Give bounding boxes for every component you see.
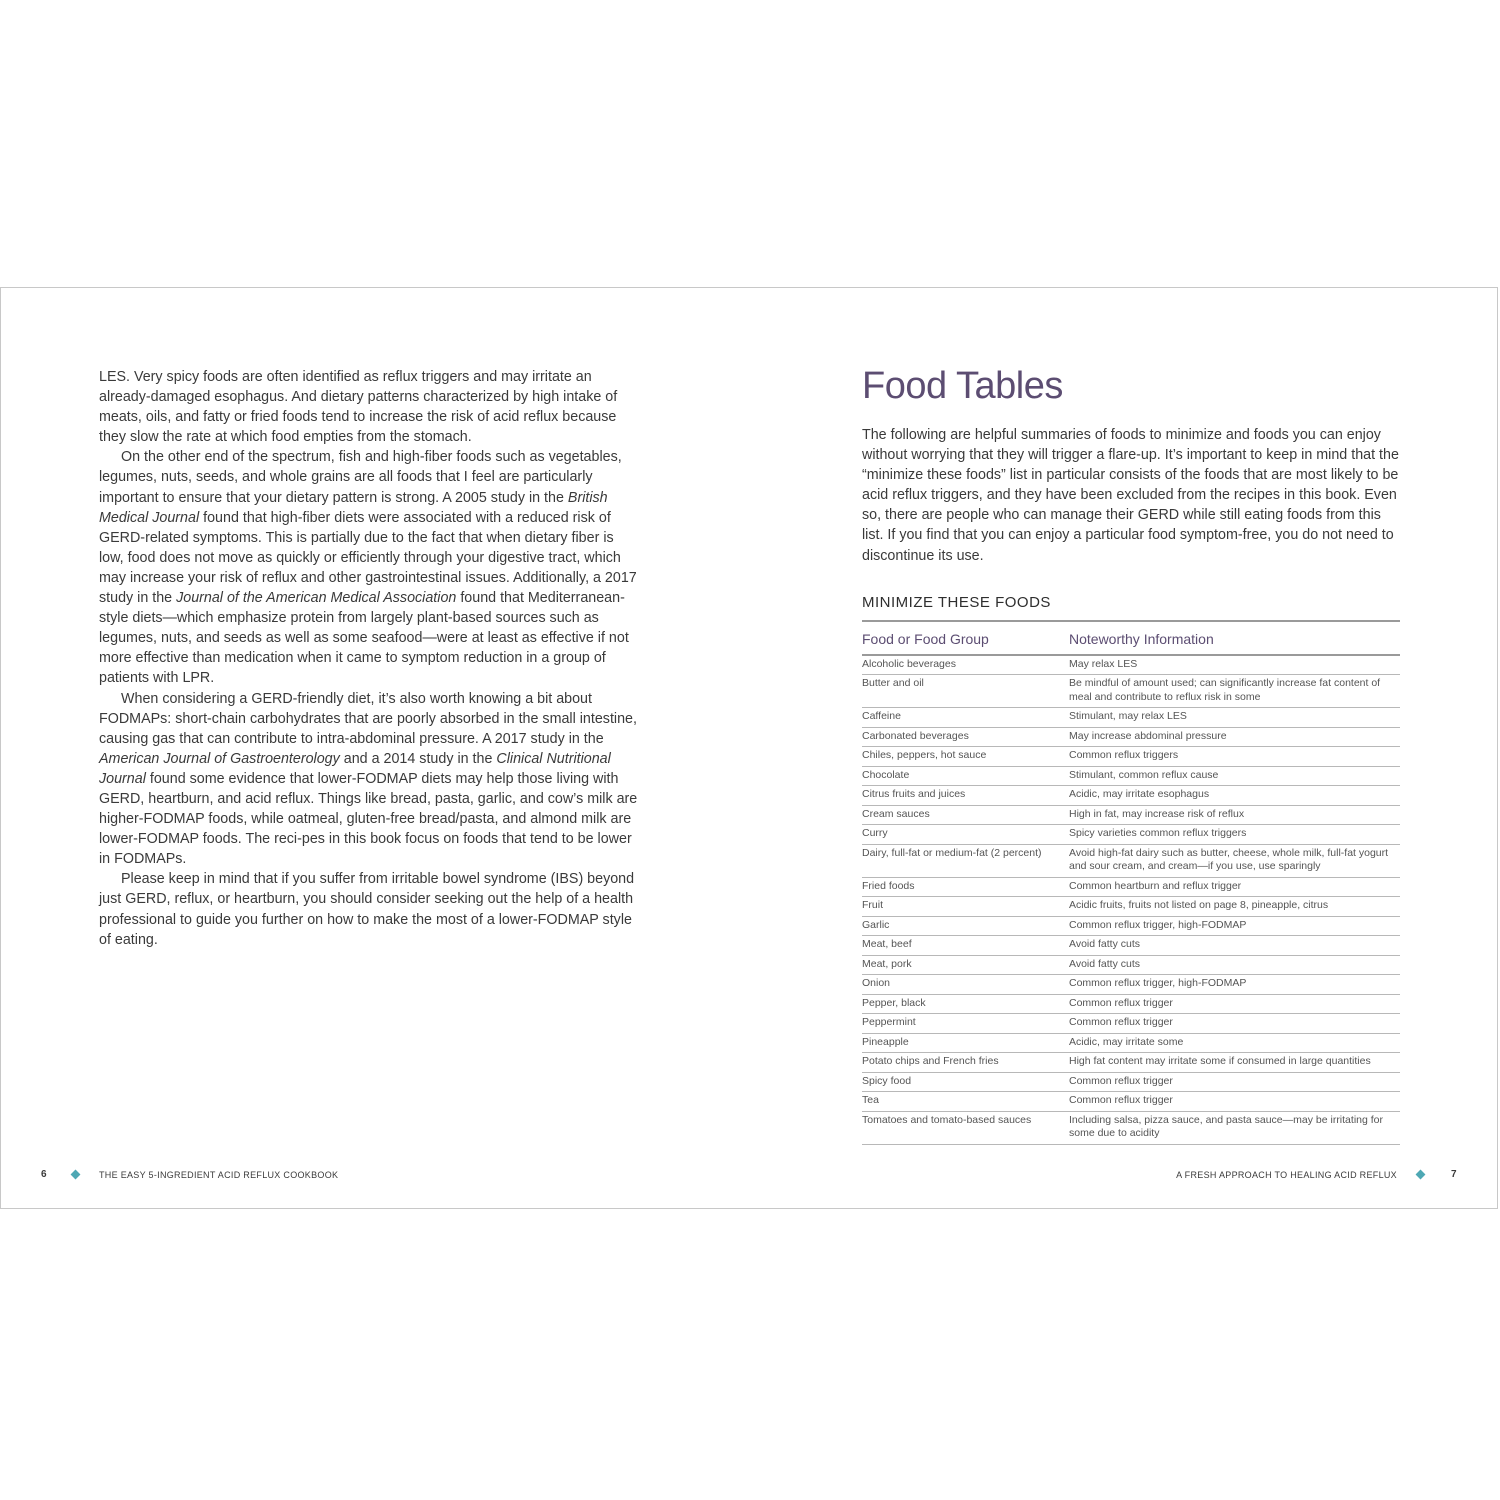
text-run: and a 2014 study in the xyxy=(339,750,497,767)
text-run: found that Mediterranean-style diets—which emphasize protein from largely plant-based sources such as legumes, nuts, and seeds as well as some seafood—were at least as effective if not more effective than medication when it came to symptom reduction in a group of patients with LPR. xyxy=(99,590,629,687)
table-row xyxy=(862,1111,1400,1144)
page-number-left: 6 xyxy=(41,1169,47,1180)
table-row xyxy=(862,708,1400,728)
food-cell: Fried foods xyxy=(862,877,1069,897)
food-cell: Onion xyxy=(862,975,1069,995)
left-page-body xyxy=(99,367,639,950)
table-row xyxy=(862,786,1400,806)
italic-citation: Clinical Nutritional Journal xyxy=(99,750,611,787)
food-cell: Spicy food xyxy=(862,1072,1069,1092)
body-paragraph xyxy=(99,447,639,688)
info-cell: Acidic, may irritate some xyxy=(1069,1033,1400,1053)
italic-citation: British Medical Journal xyxy=(99,489,608,526)
info-cell: High fat content may irritate some if consumed in large quantities xyxy=(1069,1053,1400,1073)
food-cell: Meat, beef xyxy=(862,936,1069,956)
food-cell: Chiles, peppers, hot sauce xyxy=(862,747,1069,767)
running-title-right: A FRESH APPROACH TO HEALING ACID REFLUX xyxy=(1176,1170,1397,1180)
page-title: Food Tables xyxy=(862,365,1063,407)
text-run: On the other end of the spectrum, fish and high-fiber foods such as vegetables, legumes, nuts, seeds, and whole grains are all foods that I feel are particularly important to ensure that your dietary pattern is strong. A 2005 study in the xyxy=(99,449,622,506)
table-row xyxy=(862,975,1400,995)
body-paragraph xyxy=(99,689,639,870)
food-cell: Garlic xyxy=(862,916,1069,936)
text-run: Please keep in mind that if you suffer from irritable bowel syndrome (IBS) beyond just GERD, reflux, or heartburn, you should consider seeking out the help of a health professional to guide you further on how to make the most of a lower-FODMAP style of eating. xyxy=(99,871,635,948)
food-cell: Tea xyxy=(862,1092,1069,1112)
table-row xyxy=(862,1092,1400,1112)
page-number-right: 7 xyxy=(1451,1169,1457,1180)
food-cell: Alcoholic beverages xyxy=(862,655,1069,675)
table-row xyxy=(862,727,1400,747)
info-cell: Including salsa, pizza sauce, and pasta sauce—may be irritating for some due to acidity xyxy=(1069,1111,1400,1144)
food-cell: Carbonated beverages xyxy=(862,727,1069,747)
table-row xyxy=(862,897,1400,917)
table-body xyxy=(862,655,1400,1145)
table-row xyxy=(862,655,1400,675)
table-row xyxy=(862,877,1400,897)
food-cell: Curry xyxy=(862,825,1069,845)
food-cell: Dairy, full-fat or medium-fat (2 percent) xyxy=(862,844,1069,877)
food-cell: Peppermint xyxy=(862,1014,1069,1034)
food-cell: Tomatoes and tomato-based sauces xyxy=(862,1111,1069,1144)
minimize-foods-table xyxy=(862,620,1400,1145)
info-cell: Avoid fatty cuts xyxy=(1069,936,1400,956)
food-cell: Caffeine xyxy=(862,708,1069,728)
info-cell: Avoid high-fat dairy such as butter, cheese, whole milk, full-fat yogurt and sour cream, and cream—if you use, use sparingly xyxy=(1069,844,1400,877)
column-header-info: Noteworthy Information xyxy=(1069,621,1400,655)
table-row xyxy=(862,955,1400,975)
info-cell: Common reflux trigger xyxy=(1069,994,1400,1014)
table-row xyxy=(862,675,1400,708)
info-cell: Spicy varieties common reflux triggers xyxy=(1069,825,1400,845)
intro-paragraph: The following are helpful summaries of foods to minimize and foods you can enjoy without worrying that they will trigger a flare-up. It’s important to keep in mind that the “minimize these foods” list in particular consists of the foods that are most likely to be acid reflux triggers, and they have been excluded from the recipes in this book. Even so, there are people who can manage their GERD while still eating foods from this list. If you find that you can enjoy a particular food symptom-free, you do not need to discontinue its use. xyxy=(862,427,1399,564)
info-cell: Stimulant, common reflux cause xyxy=(1069,766,1400,786)
text-run: found that high-fiber diets were associated with a reduced risk of GERD-related symptoms. This is partially due to the fact that when dietary fiber is low, food does not move as quickly or efficiently through your digestive tract, which may increase your risk of reflux and other gastrointestinal issues. Additionally, a 2017 study in the xyxy=(99,509,637,607)
info-cell: May increase abdominal pressure xyxy=(1069,727,1400,747)
info-cell: Common reflux trigger, high-FODMAP xyxy=(1069,916,1400,936)
table-row xyxy=(862,747,1400,767)
text-run: LES. Very spicy foods are often identified as reflux triggers and may irritate an already-damaged esophagus. And dietary patterns characterized by high intake of meats, oils, and fatty or fried foods tend to increase the risk of acid reflux because they slow the rate at which food empties from the stomach. xyxy=(99,369,618,446)
food-cell: Pepper, black xyxy=(862,994,1069,1014)
info-cell: Acidic, may irritate esophagus xyxy=(1069,786,1400,806)
info-cell: High in fat, may increase risk of reflux xyxy=(1069,805,1400,825)
food-cell: Potato chips and French fries xyxy=(862,1053,1069,1073)
table-header-row xyxy=(862,621,1400,655)
info-cell: May relax LES xyxy=(1069,655,1400,675)
table-row xyxy=(862,916,1400,936)
food-cell: Meat, pork xyxy=(862,955,1069,975)
table-row xyxy=(862,844,1400,877)
italic-citation: Journal of the American Medical Association xyxy=(176,590,457,607)
table-row xyxy=(862,1072,1400,1092)
info-cell: Acidic fruits, fruits not listed on page 8, pineapple, citrus xyxy=(1069,897,1400,917)
info-cell: Avoid fatty cuts xyxy=(1069,955,1400,975)
table-row xyxy=(862,766,1400,786)
column-header-food: Food or Food Group xyxy=(862,621,1069,655)
info-cell: Be mindful of amount used; can significantly increase fat content of meal and contribute to reflux risk in some xyxy=(1069,675,1400,708)
text-run: When considering a GERD-friendly diet, it’s also worth knowing a bit about FODMAPs: short-chain carbohydrates that are poorly absorbed in the small intestine, causing gas that can contribute to intra-abdominal pressure. A 2017 study in the xyxy=(99,690,637,747)
table-row xyxy=(862,936,1400,956)
body-paragraph xyxy=(99,869,639,949)
table-row xyxy=(862,1033,1400,1053)
info-cell: Common reflux triggers xyxy=(1069,747,1400,767)
info-cell: Common reflux trigger, high-FODMAP xyxy=(1069,975,1400,995)
info-cell: Common reflux trigger xyxy=(1069,1072,1400,1092)
table-heading: MINIMIZE THESE FOODS xyxy=(862,593,1051,611)
italic-citation: American Journal of Gastroenterology xyxy=(99,750,340,767)
info-cell: Common heartburn and reflux trigger xyxy=(1069,877,1400,897)
food-cell: Citrus fruits and juices xyxy=(862,786,1069,806)
food-cell: Cream sauces xyxy=(862,805,1069,825)
info-cell: Stimulant, may relax LES xyxy=(1069,708,1400,728)
table-row xyxy=(862,805,1400,825)
right-page-body xyxy=(862,362,1402,1145)
body-paragraph xyxy=(99,367,639,447)
food-cell: Butter and oil xyxy=(862,675,1069,708)
table-row xyxy=(862,825,1400,845)
running-title-left: THE EASY 5-INGREDIENT ACID REFLUX COOKBOOK xyxy=(99,1170,339,1180)
info-cell: Common reflux trigger xyxy=(1069,1014,1400,1034)
info-cell: Common reflux trigger xyxy=(1069,1092,1400,1112)
table-row xyxy=(862,1053,1400,1073)
text-run: found some evidence that lower-FODMAP diets may help those living with GERD, heartburn, and acid reflux. Things like bread, pasta, garlic, and cow’s milk are higher-FODMAP foods, while oatmeal, gluten-free bread/pasta, and almond milk are lower-FODMAP foods. The reci-pes in this book focus on foods that tend to be lower in FODMAPs. xyxy=(99,770,638,868)
food-cell: Chocolate xyxy=(862,766,1069,786)
table-row xyxy=(862,994,1400,1014)
table-row xyxy=(862,1014,1400,1034)
food-cell: Fruit xyxy=(862,897,1069,917)
food-cell: Pineapple xyxy=(862,1033,1069,1053)
